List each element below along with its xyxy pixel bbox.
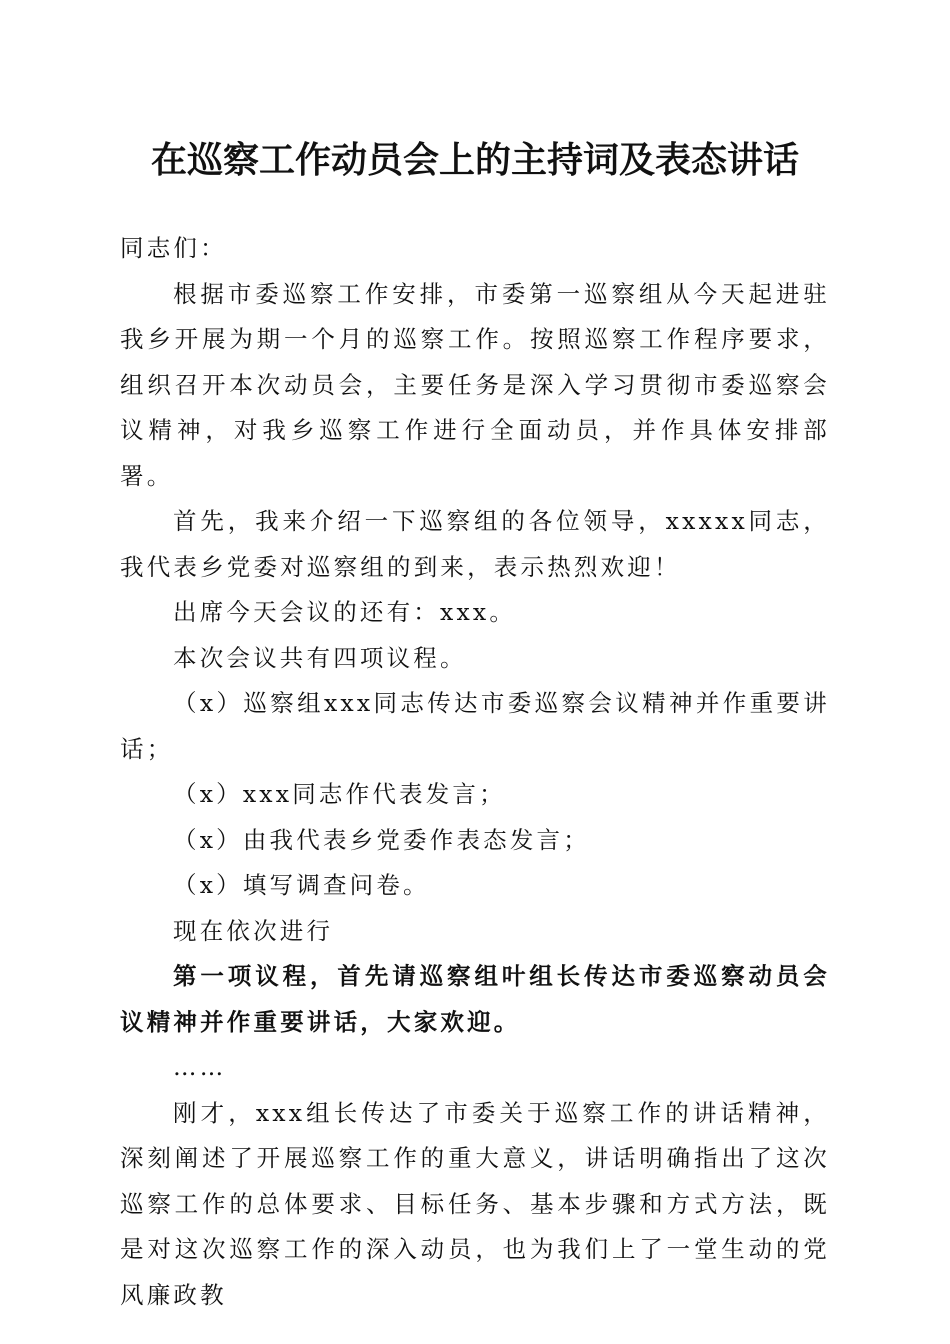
paragraph-introduce-leaders: 首先，我来介绍一下巡察组的各位领导，xxxxx同志，我代表乡党委对巡察组的到来，表示热烈欢迎！ <box>120 507 830 581</box>
paragraph-attendees: 出席今天会议的还有：xxx。 <box>173 598 517 626</box>
agenda-item-3: （x）由我代表乡党委作表态发言； <box>173 825 590 854</box>
document-title: 在巡察工作动员会上的主持词及表态讲话 <box>150 139 799 181</box>
paragraph-first-agenda: 第一项议程，首先请巡察组叶组长传达市委巡察动员会议精神并作重要讲话，大家欢迎。 <box>120 962 830 1036</box>
paragraph-intro: 根据市委巡察工作安排，市委第一巡察组从今天起进驻我乡开展为期一个月的巡察工作。按照巡察工作程序要求，组织召开本次动员会，主要任务是深入学习贯彻市委巡察会议精神，对我乡巡察工作进行全面动员，并作具体安排部署。 <box>120 279 830 490</box>
paragraph-agenda-count: 本次会议共有四项议程。 <box>173 643 467 672</box>
agenda-item-1: （x）巡察组xxx同志传达市委巡察会议精神并作重要讲话； <box>120 689 830 763</box>
salutation: 同志们： <box>120 234 227 262</box>
ellipsis: …… <box>173 1053 227 1081</box>
document-body <box>120 226 830 1318</box>
agenda-item-2: （x）xxx同志作代表发言； <box>173 780 506 808</box>
paragraph-summary: 刚才，xxx组长传达了市委关于巡察工作的讲话精神，深刻阐述了开展巡察工作的重大意义，讲话明确指出了这次巡察工作的总体要求、目标任务、基本步骤和方式方法，既是对这次巡察工作的深入动员，也为我们上了一堂生动的党风廉政教 <box>120 1098 830 1309</box>
agenda-item-4: （x）填写调查问卷。 <box>173 871 430 899</box>
paragraph-proceed: 现在依次进行 <box>173 916 334 945</box>
